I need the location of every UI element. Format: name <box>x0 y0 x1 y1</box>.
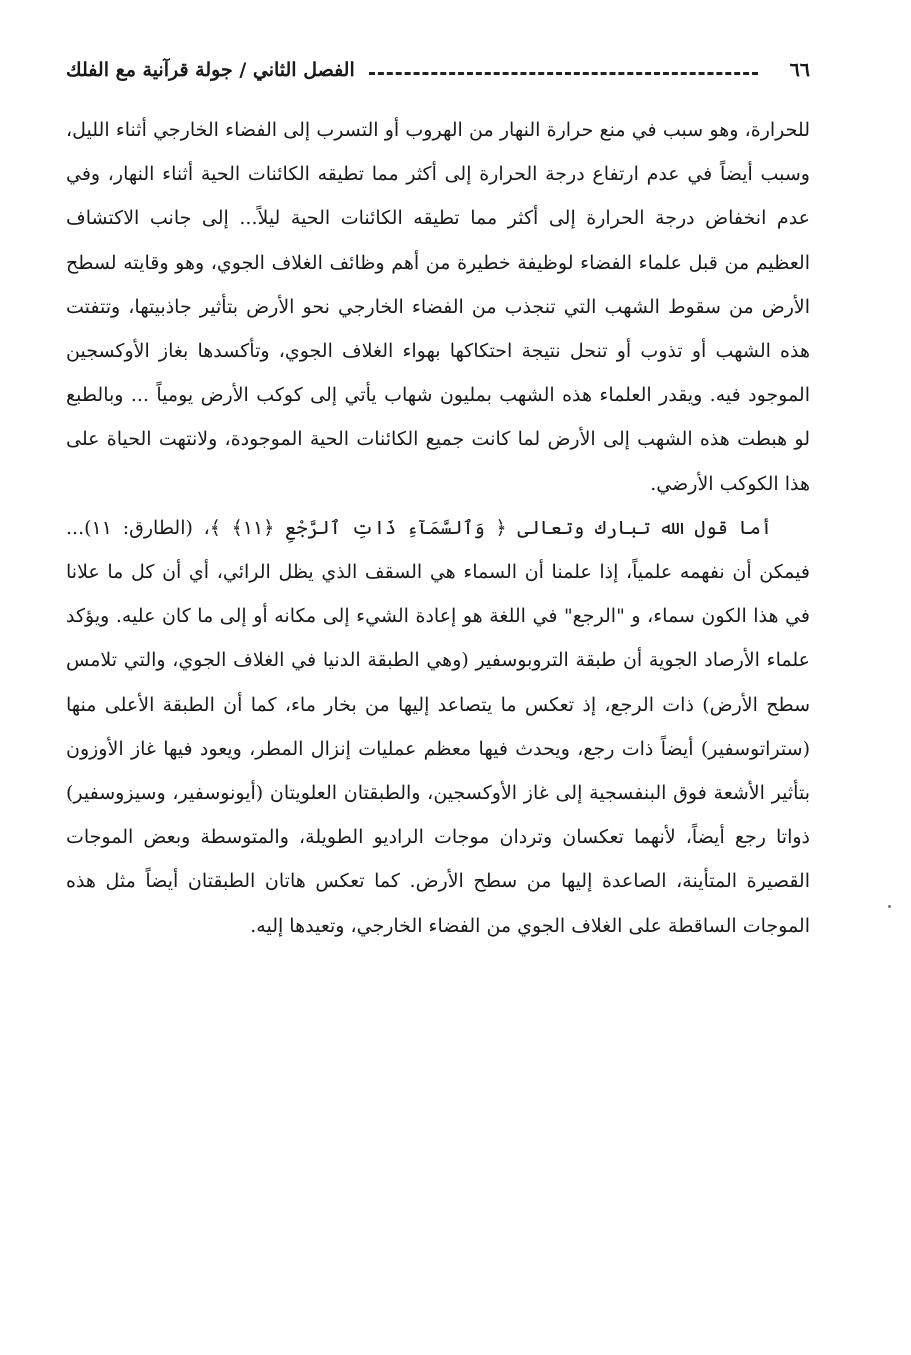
running-header <box>66 50 810 90</box>
page-number: ٦٦ <box>789 59 810 81</box>
chapter-title: الفصل الثاني / جولة قرآنية مع الفلك <box>66 59 355 81</box>
paragraph-sky-returning: أما قول الله تبارك وتعالى ﴿ وَٱلسَّمَآءِ ذَاتِ ٱلرَّجْعِ ﴿١١﴾ ﴾، (الطارق: ١١)... فيمكن أن نفهمه علمياً، إذا علمنا أن السماء هي السقف الذي يظل الرائي، أي أن كل ما علانا في هذا الكون سماء، و "الرجع" في اللغة هو إعادة الشيء إلى مكانه أو إلى ما كان عليه. ويؤكد علماء الأرصاد الجوية أن طبقة التروبوسفير (وهي الطبقة الدنيا في الغلاف الجوي، والتي تلامس سطح الأرض) ذات الرجع، إذ تعكس ما يتصاعد إليها من بخار ماء، كما أن الطبقة الأعلى منها (ستراتوسفير) أيضاً ذات رجع، ويحدث فيها معظم عمليات إنزال المطر، ويعود فيها غاز الأوزون بتأثير الأشعة فوق البنفسجية إلى غاز الأوكسجين، والطبقتان العلويتان (أيونوسفير، وسيزوسفير) ذواتا رجع أيضاً، لأنهما تعكسان وتردان موجات الراديو الطويلة، والمتوسطة وبعض الموجات القصيرة المتأينة، الصاعدة إليها من سطح الأرض. كما تعكس هاتان الطبقتان أيضاً مثل هذه الموجات الساقطة على الغلاف الجوي من الفضاء الخارجي، وتعيدها إليه. <box>66 516 810 937</box>
margin-speck <box>888 905 891 908</box>
paragraph-meteors: للحرارة، وهو سبب في منع حرارة النهار من الهروب أو التسرب إلى الفضاء الخارجي أثناء الليل، وسبب أيضاً في عدم ارتفاع درجة الحرارة إلى أكثر مما تطيقه الكائنات الحية أثناء النهار، وفي عدم انخفاض درجة الحرارة إلى أكثر مما تطيقه الكائنات الحية ليلاً... إلى جانب الاكتشاف العظيم من قبل علماء الفضاء لوظيفة خطيرة من أهم وظائف الغلاف الجوي، وهو وقايته لسطح الأرض من سقوط الشهب التي تنجذب من الفضاء الخارجي نحو الأرض بتأثير جاذبيتها، وتتفتت هذه الشهب أو تذوب أو تنحل نتيجة احتكاكها بهواء الغلاف الجوي، وتأكسدها بغاز الأوكسجين الموجود فيه. ويقدر العلماء هذه الشهب بمليون شهاب يأتي إلى كوكب الأرض يومياً ... وبالطبع لو هبطت هذه الشهب إلى الأرض لما كانت جميع الكائنات الحية الموجودة، ولانتهت الحياة على هذا الكوكب الأرضي. <box>66 119 810 495</box>
body-text <box>66 108 810 948</box>
header-dashed-leader <box>369 72 758 75</box>
